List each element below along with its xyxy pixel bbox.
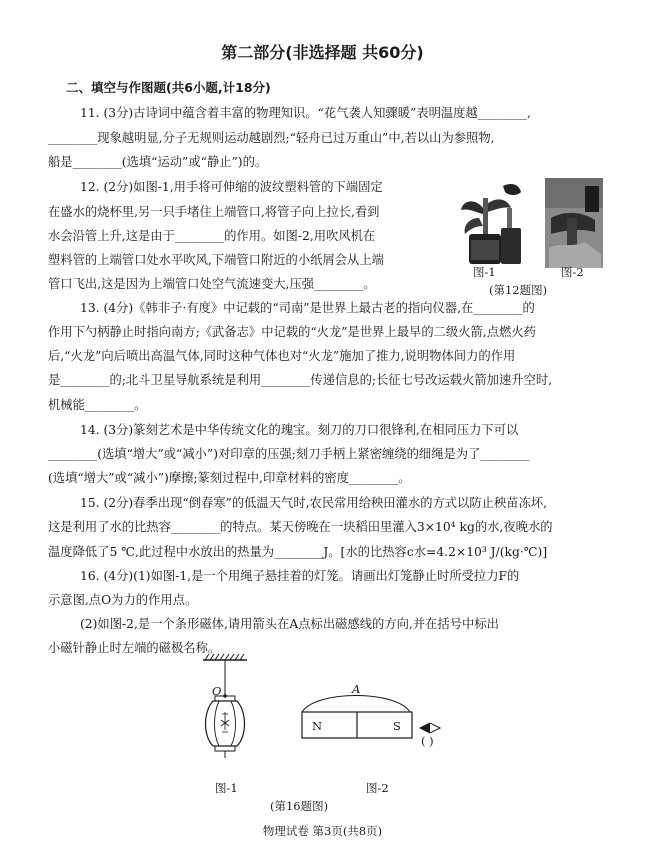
q12-line-4: 塑料管的上端管口处水平吹风,下端管口附近的小纸屑会从上端 [48,253,384,267]
q13-line-5: 机械能________。 [48,398,147,412]
fig16-label-2: 图-2 [366,781,389,795]
q15-line-2: 这是利用了水的比热容________的特点。某天傍晚在一块稻田里灌入3×10⁴ kg的水,夜晚水的 [48,520,553,534]
pole-n-label: N [312,719,323,733]
fig12-photo-1 [455,178,530,268]
q11-line-3: 船是________(选填“运动”或“静止”)的。 [48,155,268,169]
point-a-label: A [352,682,361,696]
fig16-label-1: 图-1 [215,781,238,795]
fig12-label-1: 图-1 [473,265,496,279]
q13-line-4: 是________的;北斗卫星导航系统是利用________传递信息的;长征七号改运载火箭加速升空时, [48,373,553,387]
q12-line-3: 水会沿管上升,这是由于________的作用。如图-2,用吹风机在 [48,229,376,243]
q14-line-1: 14. (3分)篆刻艺术是中华传统文化的瑰宝。刻刀的刀口很锋利,在相同压力下可以 [80,423,519,437]
page-footer: 物理试卷 第3页(共8页) [262,824,383,838]
q13-line-3: 后,“火龙”向后喷出高温气体,同时这种气体也对“火龙”施加了推力,说明物体间力的作用 [48,349,516,363]
q13-line-2: 作用下勺柄静止时指向南方;《武备志》中记载的“火龙”是世界上最早的二级火箭,点燃火药 [48,325,536,339]
fig16-lantern-diagram [185,650,265,795]
fig12-caption: (第12题图) [489,283,548,297]
q12-photos [455,178,605,268]
q12-line-2: 在盛水的烧杯里,另一只手堵住上端管口,将管子向上拉长,看到 [48,205,380,219]
q16-line-3: (2)如图-2,是一个条形磁体,请用箭头在A点标出磁感线的方向,并在括号中标出 [80,617,499,631]
section-heading: 二、填空与作图题(共6小题,计18分) [66,80,271,95]
lantern-drawing [185,650,265,760]
q15-line-3: 温度降低了5 ℃,此过程中水放出的热量为________J。[水的比热容c水=4.2×10³ J/(kg·℃)] [48,545,548,559]
q11-line-2: ________现象越明显,分子无规则运动越剧烈;“轻舟已过万重山”中,若以山为参照物, [48,131,495,145]
q16-line-4: 小磁针静止时左端的磁极名称。 [48,641,221,655]
q14-line-2: ________(选填“增大”或“减小”)对印章的压强;刻刀手柄上紧密缠绕的细绳是为了________ [48,447,530,461]
q11-line-1: 11. (3分)古诗词中蕴含着丰富的物理知识。“花气袭人知骤暖”表明温度越________, [80,106,531,120]
q12-line-1: 12. (2分)如图-1,用手将可伸缩的波纹塑料管的下端固定 [80,180,383,194]
fig12-photo-2 [545,178,603,268]
fig16-caption: (第16题图) [270,799,329,813]
q16-line-1: 16. (4分)(1)如图-1,是一个用绳子悬挂着的灯笼。请画出灯笼静止时所受拉力F的 [80,569,520,583]
q12-line-5: 管口飞出,这是因为上端管口处空气流速变大,压强________。 [48,277,376,291]
point-o-label: O [212,684,222,698]
needle-pole-bracket: ( ) [421,734,434,748]
page-title: 第二部分(非选择题 共60分) [221,43,424,62]
q16-line-2: 示意图,点O为力的作用点。 [48,593,198,607]
fig12-label-2: 图-2 [561,265,584,279]
q12-figure [455,178,605,296]
q14-line-3: (选填“增大”或“减小”)摩擦;篆刻过程中,印章材料的密度________。 [48,471,411,485]
fig16-magnet-diagram [296,682,456,795]
q13-line-1: 13. (4分)《韩非子·有度》中记载的“司南”是世界上最古老的指向仪器,在________的 [80,301,535,315]
pole-s-label: S [393,719,401,733]
q15-line-1: 15. (2分)春季出现“倒春寒”的低温天气时,农民常用给秧田灌水的方式以防止秧苗冻坏, [80,496,548,510]
